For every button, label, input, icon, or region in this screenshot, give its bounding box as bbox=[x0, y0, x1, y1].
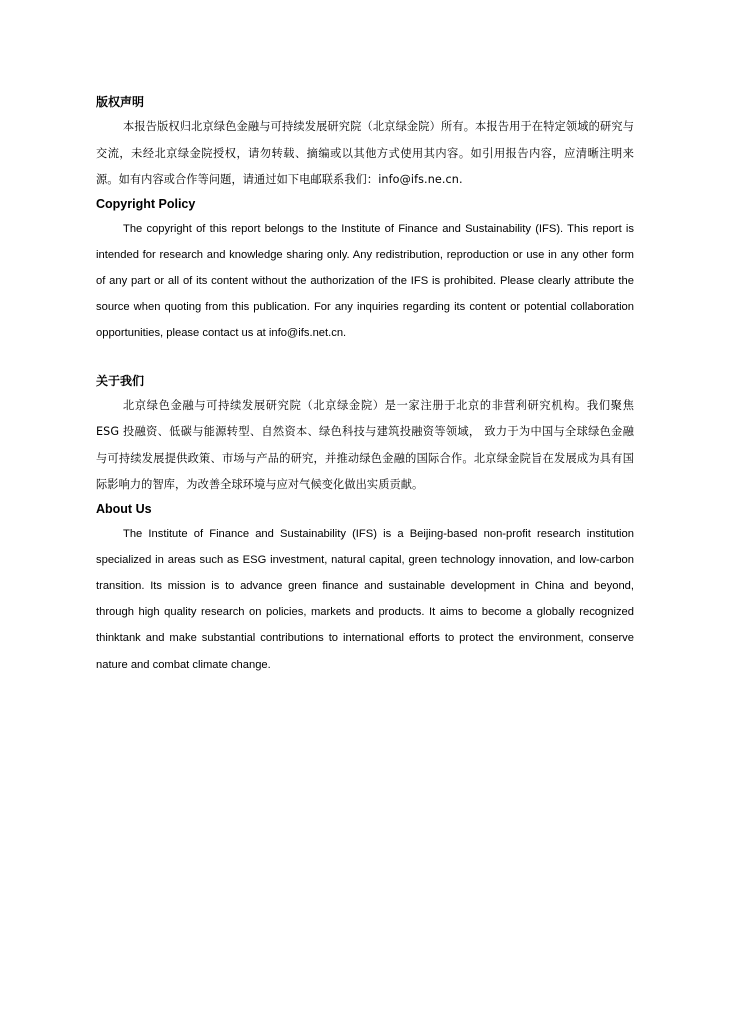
about-heading-zh: 关于我们 bbox=[96, 373, 145, 388]
page-content bbox=[96, 94, 634, 678]
copyright-body-zh: 本报告版权归北京绿色金融与可持续发展研究院（北京绿金院）所有。本报告用于在特定领域的研究与交流，未经北京绿金院授权，请勿转载、摘编或以其他方式使用其内容。如引用报告内容，应清晰注明来源。如有内容或合作等问题，请通过如下电邮联系我们：info@ifs.ne.cn. bbox=[96, 120, 634, 186]
about-section-en bbox=[96, 501, 634, 678]
copyright-heading-en: Copyright Policy bbox=[96, 196, 196, 211]
copyright-body-en: The copyright of this report belongs to the Institute of Finance and Sustainability (IFS). This report is intended for research and knowledge sharing only. Any redistribution, reproduction or use in any other form of any part or all of its content without the authorization of the IFS is prohibited. Please clearly attribute the source when quoting from this publication. For any inquiries regarding its content or potential collaboration opportunities, please contact us at info@ifs.net.cn. bbox=[96, 222, 634, 340]
copyright-section-zh bbox=[96, 94, 634, 194]
copyright-section-en bbox=[96, 196, 634, 347]
about-body-en: The Institute of Finance and Sustainability (IFS) is a Beijing-based non-profit research institution specialized in areas such as ESG investment, natural capital, green technology innovation, and low-carbon transition. Its mission is to advance green finance and sustainable development in China and beyond, through high quality research on policies, markets and products. It aims to become a globally recognized thinktank and make substantial contributions to international efforts to protect the environment, conserve nature and combat climate change. bbox=[96, 527, 634, 671]
copyright-heading-zh: 版权声明 bbox=[96, 95, 145, 109]
about-body-zh: 北京绿色金融与可持续发展研究院（北京绿金院）是一家注册于北京的非营利研究机构。我们聚焦 ESG 投融资、低碳与能源转型、自然资本、绿色科技与建筑投融资等领域， 致力于为中国与全球绿色金融与可持续发展提供政策、市场与产品的研究，并推动绿色金融的国际合作。北京绿金院旨在发展成为具有国际影响力的智库，为改善全球环境与应对气候变化做出实质贡献。 bbox=[96, 398, 634, 492]
about-heading-en: About Us bbox=[96, 501, 152, 516]
about-section-zh bbox=[96, 373, 634, 499]
